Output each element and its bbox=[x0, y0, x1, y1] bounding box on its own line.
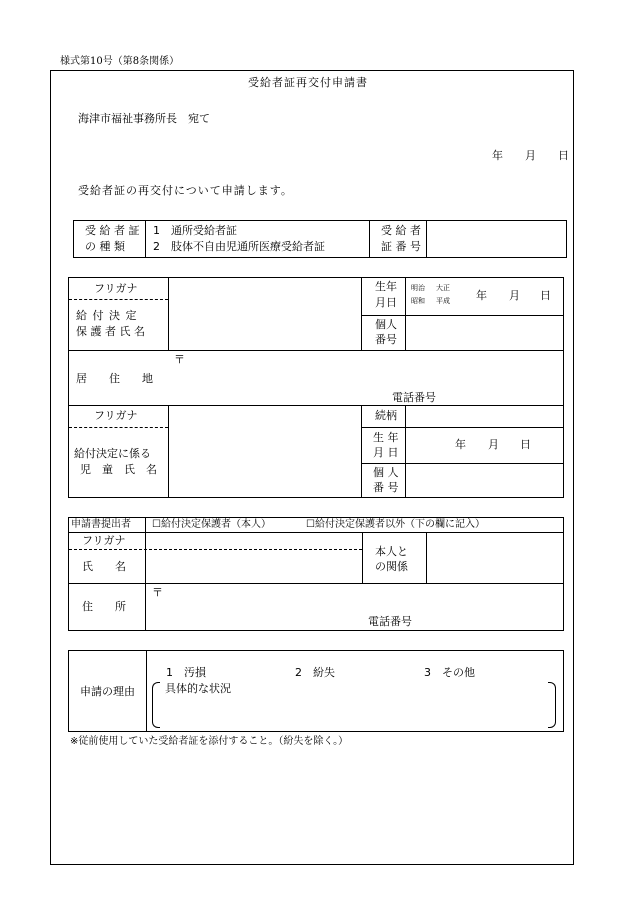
guardian-phone-label: 電話番号 bbox=[392, 391, 436, 404]
era-taisho[interactable]: 大正 bbox=[436, 284, 450, 292]
guardian-birth-year[interactable]: 年 bbox=[476, 289, 487, 302]
guardian-postal-mark: 〒 bbox=[174, 353, 185, 366]
cert-type-label-1: 受 給 者 証 bbox=[85, 224, 140, 237]
child-birth-label-1: 生 年 bbox=[373, 431, 399, 444]
child-name-field[interactable] bbox=[169, 428, 360, 497]
child-birth-year[interactable]: 年 bbox=[455, 438, 466, 451]
guardian-name-label-1: 給 付 決 定 bbox=[76, 309, 138, 322]
child-individual-label-1: 個 人 bbox=[373, 466, 399, 479]
guardian-name-label-2: 保 護 者 氏 名 bbox=[76, 325, 145, 338]
cert-type-label-2: の 種 類 bbox=[85, 240, 125, 253]
reason-detail-bracket-left bbox=[152, 682, 160, 728]
era-heisei[interactable]: 平成 bbox=[436, 297, 450, 305]
submitter-relation-label-1: 本人と bbox=[375, 545, 408, 558]
child-name-label-2: 児 童 氏 名 bbox=[80, 463, 157, 476]
reason-detail-label: 具体的な状況 bbox=[165, 682, 231, 695]
child-furigana-field[interactable] bbox=[169, 406, 360, 427]
era-showa[interactable]: 昭和 bbox=[411, 297, 425, 305]
submitter-relation-field[interactable] bbox=[427, 533, 563, 582]
reason-label: 申請の理由 bbox=[80, 685, 135, 698]
guardian-birth-month[interactable]: 月 bbox=[509, 289, 520, 302]
child-relation-label: 続柄 bbox=[375, 409, 397, 422]
date-day[interactable]: 日 bbox=[558, 149, 569, 162]
child-birth-label-2: 月 日 bbox=[373, 446, 399, 459]
submitter-furigana-field[interactable] bbox=[146, 533, 361, 549]
child-furigana-label: フリガナ bbox=[94, 409, 138, 422]
child-relation-field[interactable] bbox=[406, 406, 563, 427]
guardian-address-label: 居 住 地 bbox=[76, 372, 153, 385]
submitter-address-label: 住 所 bbox=[82, 600, 126, 613]
submitter-label: 申請書提出者 bbox=[71, 519, 131, 530]
guardian-individual-label-2: 番号 bbox=[375, 333, 397, 346]
reason-detail-field[interactable] bbox=[160, 697, 546, 725]
child-birth-day[interactable]: 日 bbox=[520, 438, 531, 451]
reason-detail-bracket-right bbox=[548, 682, 556, 728]
child-name-label-1: 給付決定に係る bbox=[74, 447, 151, 460]
cert-number-label-1: 受 給 者 bbox=[381, 224, 421, 237]
cert-number-field[interactable] bbox=[427, 221, 566, 257]
submitter-name-field[interactable] bbox=[146, 550, 361, 582]
submitter-postal-mark: 〒 bbox=[152, 586, 163, 599]
child-birth-month[interactable]: 月 bbox=[488, 438, 499, 451]
cert-type-option-1[interactable]: 1 通所受給者証 bbox=[153, 224, 237, 237]
child-individual-number-field[interactable] bbox=[406, 464, 563, 497]
submitter-name-label: 氏 名 bbox=[82, 560, 126, 573]
page-title: 受給者証再交付申請書 bbox=[248, 76, 368, 89]
form-number: 様式第10号（第8条関係） bbox=[60, 56, 180, 67]
reason-option-other[interactable]: 3 その他 bbox=[424, 666, 475, 679]
cert-type-option-2[interactable]: 2 肢体不自由児通所医療受給者証 bbox=[153, 240, 325, 253]
guardian-address-field[interactable] bbox=[169, 351, 563, 404]
addressee: 海津市福祉事務所長 宛て bbox=[78, 112, 210, 125]
statement: 受給者証の再交付について申請します。 bbox=[78, 184, 293, 197]
date-month[interactable]: 月 bbox=[525, 149, 536, 162]
guardian-birth-day[interactable]: 日 bbox=[540, 289, 551, 302]
submitter-address-field[interactable] bbox=[146, 584, 563, 630]
submitter-phone-label: 電話番号 bbox=[368, 615, 412, 628]
cert-number-label-2: 証 番 号 bbox=[381, 240, 421, 253]
guardian-name-field[interactable] bbox=[169, 300, 360, 349]
submitter-option-other[interactable]: ☐給付決定保護者以外（下の欄に記入） bbox=[306, 519, 485, 530]
guardian-furigana-field[interactable] bbox=[169, 278, 360, 299]
guardian-individual-label-1: 個人 bbox=[375, 318, 397, 331]
guardian-birth-label-1: 生年 bbox=[375, 280, 397, 293]
date-year[interactable]: 年 bbox=[492, 149, 503, 162]
submitter-relation-label-2: の関係 bbox=[375, 560, 408, 573]
guardian-birth-label-2: 月日 bbox=[375, 296, 397, 309]
guardian-individual-number-field[interactable] bbox=[406, 316, 563, 349]
child-individual-label-2: 番 号 bbox=[373, 481, 399, 494]
era-meiji[interactable]: 明治 bbox=[411, 284, 425, 292]
footnote: ※従前使用していた受給者証を添付すること。（紛失を除く。） bbox=[70, 736, 349, 747]
reason-option-soiled[interactable]: 1 汚損 bbox=[166, 666, 206, 679]
submitter-furigana-label: フリガナ bbox=[82, 534, 126, 547]
submitter-option-self[interactable]: ☐給付決定保護者（本人） bbox=[152, 519, 271, 530]
guardian-furigana-label: フリガナ bbox=[94, 282, 138, 295]
reason-option-lost[interactable]: 2 紛失 bbox=[295, 666, 335, 679]
